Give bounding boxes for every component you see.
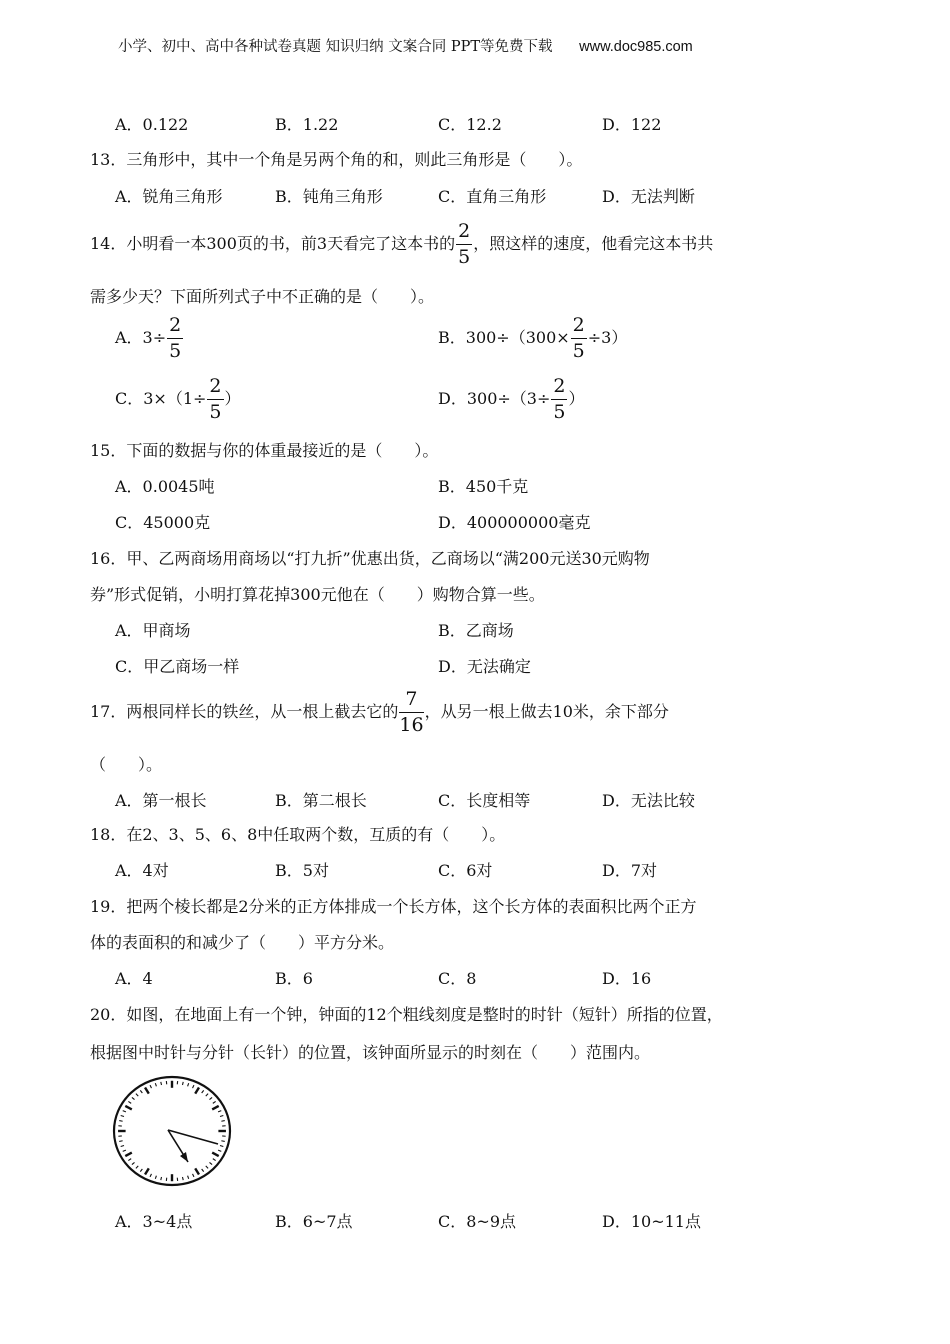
q14-option-d[interactable] [438, 377, 584, 422]
clock-minute-tick [155, 1176, 156, 1179]
clock-minute-tick [136, 1094, 138, 1096]
clock-hour-tick [145, 1168, 149, 1174]
q17-stem-part1: 17．两根同样长的铁丝，从一根上截去它的 [90, 702, 399, 721]
frac-num: 2 [207, 377, 223, 400]
q19-option-c[interactable]: C．8 [438, 969, 477, 988]
q17-option-c[interactable]: C．长度相等 [438, 791, 531, 810]
clock-minute-tick [221, 1121, 224, 1122]
q17-stem-part2: ，从另一根上做去10米，余下部分 [424, 702, 669, 721]
q14-stem-part2: ，照这样的速度，他看完这本书共 [473, 234, 714, 253]
q14-option-b[interactable] [438, 316, 627, 361]
clock-minute-tick [132, 1162, 135, 1164]
q14-option-b-fraction [571, 316, 587, 361]
clock-minute-tick [140, 1090, 142, 1093]
clock-hour-tick [212, 1106, 219, 1110]
clock-minute-tick [206, 1094, 208, 1096]
q20-option-c[interactable]: C．8~9点 [438, 1212, 517, 1231]
q19-stem-line2: 体的表面积的和减少了（ ）平方分米。 [90, 933, 395, 952]
clock-minute-tick [150, 1085, 151, 1088]
q17-frac-num: 7 [399, 690, 423, 713]
clock-minute-tick [218, 1150, 221, 1151]
q17-frac-den: 16 [399, 714, 424, 736]
q16-stem-line2: 券”形式促销，小明打算花掉300元他在（ ）购物合算一些。 [90, 585, 545, 604]
q19-stem-line1: 19．把两个棱长都是2分米的正方体排成一个长方体，这个长方体的表面积比两个正方 [90, 897, 697, 916]
clock-minute-tick [221, 1141, 224, 1142]
q12-option-d[interactable]: D．122 [602, 115, 662, 134]
q20-option-b[interactable]: B．6~7点 [275, 1212, 353, 1231]
clock-minute-tick [150, 1174, 151, 1177]
clock-hour-tick [195, 1168, 199, 1174]
clock-hour-tick [195, 1088, 199, 1094]
q18-option-b[interactable]: B．5对 [275, 861, 329, 880]
q16-option-b[interactable]: B．乙商场 [438, 621, 514, 640]
clock-minute-tick [119, 1121, 122, 1122]
frac-num: 2 [571, 316, 587, 339]
clock-minute-tick [121, 1115, 124, 1116]
clock-minute-tick [161, 1177, 162, 1180]
q15-option-d[interactable]: D．400000000毫克 [438, 513, 591, 532]
q14-fraction [456, 222, 472, 267]
q16-option-a[interactable]: A．甲商场 [115, 621, 191, 640]
q14-option-d-fraction [551, 377, 567, 422]
q15-stem: 15．下面的数据与你的体重最接近的是（ ）。 [90, 441, 439, 460]
q14-option-d-text: D．300÷（3÷ [438, 389, 551, 408]
q13-option-c[interactable]: C．直角三角形 [438, 187, 547, 206]
q20-stem-line2: 根据图中时针与分针（长针）的位置，该钟面所显示的时刻在（ ）范围内。 [90, 1043, 651, 1062]
q16-option-d[interactable]: D．无法确定 [438, 657, 531, 676]
q14-frac-num: 2 [456, 222, 472, 245]
clock-minute-tick [128, 1159, 131, 1161]
clock-minute-tick [193, 1085, 194, 1088]
q13-option-a[interactable]: A．锐角三角形 [115, 187, 223, 206]
clock-minute-tick [202, 1090, 204, 1093]
clock-minute-tick [182, 1082, 183, 1085]
clock-minute-tick [220, 1146, 223, 1147]
q14-option-b-text: B．300÷（300× [438, 328, 570, 347]
q14-option-a-text: A．3÷ [115, 328, 167, 347]
clock-hour-tick [145, 1088, 149, 1094]
q16-option-c[interactable]: C．甲乙商场一样 [115, 657, 240, 676]
q12-option-a[interactable]: A．0.122 [115, 115, 189, 134]
q17-option-a[interactable]: A．第一根长 [115, 791, 207, 810]
q20-stem-line1: 20．如图，在地面上有一个钟，钟面的12个粗线刻度是整时的时针（短针）所指的位置， [90, 1005, 723, 1024]
clock-minute-tick [218, 1111, 221, 1112]
clock-minute-tick [188, 1176, 189, 1179]
q14-option-c-fraction [207, 377, 223, 422]
clock-minute-tick [188, 1083, 189, 1086]
q18-option-a[interactable]: A．4对 [115, 861, 169, 880]
q18-option-c[interactable]: C．6对 [438, 861, 493, 880]
frac-num: 2 [167, 316, 183, 339]
clock-minute-tick [132, 1097, 135, 1099]
frac-num: 2 [551, 377, 567, 400]
frac-den: 5 [553, 401, 566, 423]
q17-option-d[interactable]: D．无法比较 [602, 791, 695, 810]
q17-stem-line1 [90, 690, 669, 735]
q16-stem-line1: 16．甲、乙两商场用商场以“打九折”优惠出货，乙商场以“满200元送30元购物 [90, 549, 650, 568]
q14-option-a-fraction [167, 316, 183, 361]
page-header [118, 35, 693, 56]
q19-option-b[interactable]: B．6 [275, 969, 313, 988]
clock-minute-tick [209, 1162, 212, 1164]
q15-option-a[interactable]: A．0.0045吨 [115, 477, 215, 496]
clock-face-icon [110, 1072, 234, 1190]
q14-stem-line2: 需多少天？下面所列式子中不正确的是（ ）。 [90, 287, 435, 306]
clock-minute-tick [123, 1150, 126, 1151]
q20-option-a[interactable]: A．3~4点 [115, 1212, 193, 1231]
clock-hour-hand-tip [180, 1152, 188, 1162]
clock-minute-tick [182, 1177, 183, 1180]
clock-minute-tick [119, 1141, 122, 1142]
q18-option-d[interactable]: D．7对 [602, 861, 658, 880]
clock-minute-tick [136, 1166, 138, 1168]
q20-option-d[interactable]: D．10~11点 [602, 1212, 701, 1231]
q13-option-d[interactable]: D．无法判断 [602, 187, 695, 206]
clock-hour-tick [212, 1153, 219, 1157]
clock-minute-tick [193, 1174, 194, 1177]
q15-option-c[interactable]: C．45000克 [115, 513, 211, 532]
clock-minute-tick [121, 1146, 124, 1147]
frac-den: 5 [572, 340, 585, 362]
clock-minute-tick [202, 1169, 204, 1172]
q17-stem-line2: （ ）。 [90, 755, 163, 774]
clock-minute-tick [206, 1166, 208, 1168]
q14-option-c-text: C．3×（1÷ [115, 389, 207, 408]
clock-minute-tick [161, 1082, 162, 1085]
q14-option-d-post: ） [568, 389, 585, 408]
frac-den: 5 [169, 340, 182, 362]
q14-option-c-post: ） [224, 389, 241, 408]
header-text: 小学、初中、高中各种试卷真题 知识归纳 文案合同 PPT等免费下载 [118, 39, 553, 55]
q14-option-a[interactable] [115, 316, 184, 361]
clock-minute-tick [220, 1115, 223, 1116]
q13-stem: 13．三角形中，其中一个角是另两个角的和，则此三角形是（ ）。 [90, 150, 583, 169]
q17-option-b[interactable]: B．第二根长 [275, 791, 367, 810]
q19-option-a[interactable]: A．4 [115, 969, 153, 988]
q18-stem: 18．在2、3、5、6、8中任取两个数，互质的有（ ）。 [90, 825, 506, 844]
q13-option-b[interactable]: B．钝角三角形 [275, 187, 383, 206]
clock-minute-tick [213, 1159, 216, 1161]
q15-option-b[interactable]: B．450千克 [438, 477, 529, 496]
q14-stem-line1 [90, 222, 713, 267]
header-url[interactable]: www.doc985.com [579, 39, 693, 55]
clock-hour-tick [125, 1106, 132, 1110]
clock-hour-tick [125, 1153, 132, 1157]
q14-stem-part1: 14．小明看一本300页的书，前3天看完了这本书的 [90, 234, 456, 253]
clock-minute-tick [209, 1097, 212, 1099]
clock-minute-tick [140, 1169, 142, 1172]
q12-option-b[interactable]: B．1.22 [275, 115, 339, 134]
clock-minute-tick [128, 1101, 131, 1103]
q17-fraction [399, 690, 423, 735]
clock-minute-tick [155, 1083, 156, 1086]
q14-option-b-post: ÷3） [587, 328, 628, 347]
q14-option-c[interactable] [115, 377, 241, 422]
q14-frac-den: 5 [458, 246, 471, 268]
q12-option-c[interactable]: C．12.2 [438, 115, 502, 134]
q19-option-d[interactable]: D．16 [602, 969, 652, 988]
frac-den: 5 [209, 401, 222, 423]
clock-minute-tick [213, 1101, 216, 1103]
clock-minute-tick [123, 1111, 126, 1112]
